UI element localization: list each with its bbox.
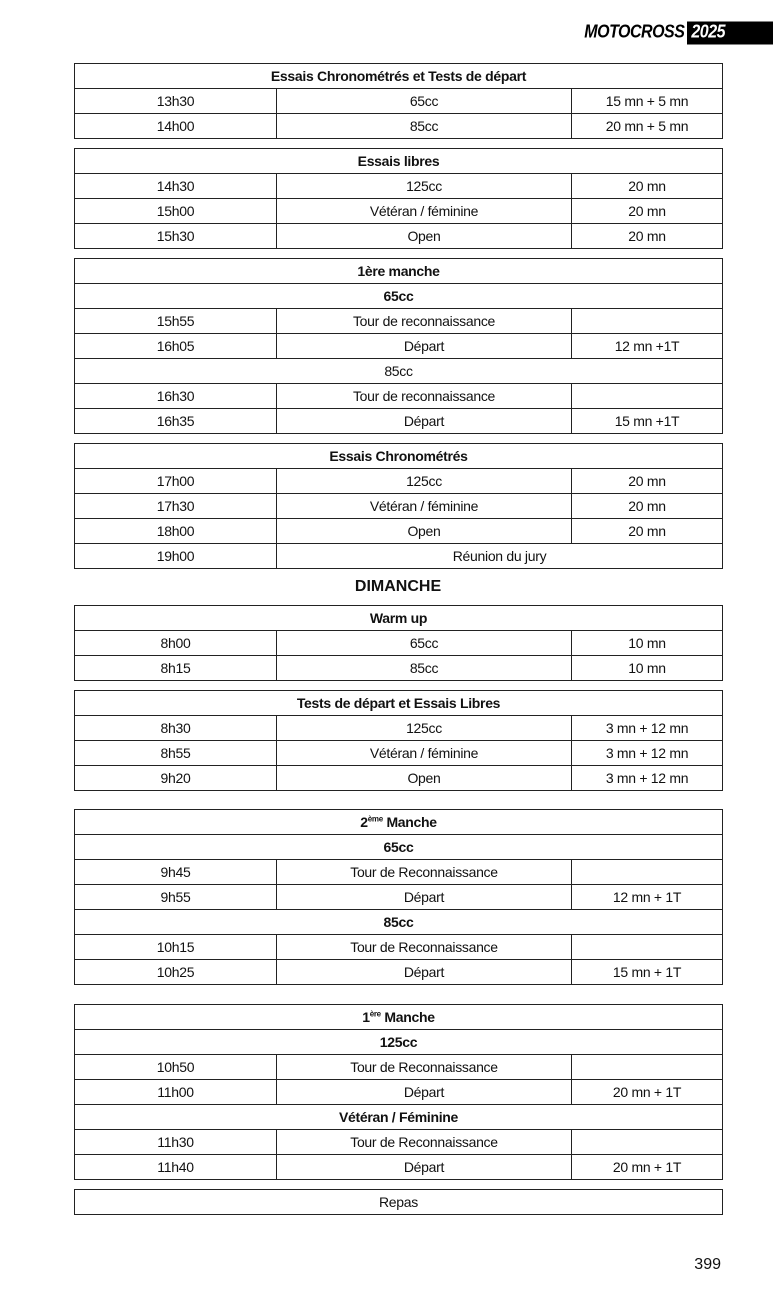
table-row [75, 1155, 723, 1180]
duration-cell: 12 mn + 1T [572, 885, 723, 910]
category-cell: Vétéran / féminine [277, 494, 572, 519]
category-cell: Départ [277, 1080, 572, 1105]
time-cell: 16h05 [75, 334, 277, 359]
day-heading: DIMANCHE [354, 578, 442, 595]
duration-cell: 20 mn [572, 469, 723, 494]
category-cell: Tour de Reconnaissance [277, 1130, 572, 1155]
time-cell: 15h30 [75, 224, 277, 249]
duration-cell: 20 mn + 1T [572, 1155, 723, 1180]
table-title: Essais libres [75, 149, 723, 174]
duration-cell: 20 mn + 5 mn [572, 114, 723, 139]
duration-cell [572, 935, 723, 960]
logo-brand: MOTOCROSS [584, 22, 685, 43]
duration-cell: 3 mn + 12 mn [572, 741, 723, 766]
table-row [75, 384, 723, 409]
category-cell: Open [277, 766, 572, 791]
table-row [75, 1080, 723, 1105]
duration-cell [572, 860, 723, 885]
duration-cell: 10 mn [572, 656, 723, 681]
table-row [75, 960, 723, 985]
category-cell: Tour de Reconnaissance [277, 1055, 572, 1080]
category-cell: Vétéran / féminine [277, 741, 572, 766]
category-cell: 85cc [277, 656, 572, 681]
duration-cell: 20 mn [572, 174, 723, 199]
category-cell: 125cc [277, 469, 572, 494]
class-subheading: 85cc [75, 910, 723, 935]
time-cell: 11h30 [75, 1130, 277, 1155]
time-cell: 10h15 [75, 935, 277, 960]
category-cell: Open [277, 224, 572, 249]
category-cell: Départ [277, 1155, 572, 1180]
time-cell: 16h35 [75, 409, 277, 434]
table-title: 2ème Manche [75, 810, 723, 835]
table-row [75, 885, 723, 910]
category-cell: Tour de reconnaissance [277, 309, 572, 334]
time-cell: 15h55 [75, 309, 277, 334]
category-cell: Départ [277, 334, 572, 359]
schedule-table-race-1-saturday [74, 258, 723, 434]
duration-cell: 15 mn + 5 mn [572, 89, 723, 114]
category-cell: 85cc [277, 114, 572, 139]
table-row [75, 199, 723, 224]
category-cell: 65cc [277, 631, 572, 656]
table-row [75, 174, 723, 199]
table-row [75, 224, 723, 249]
schedule-table-warm-up [74, 605, 723, 681]
time-cell: 18h00 [75, 519, 277, 544]
table-row [75, 631, 723, 656]
duration-cell: 3 mn + 12 mn [572, 766, 723, 791]
table-title: Warm up [75, 606, 723, 631]
table-row [75, 89, 723, 114]
duration-cell: 20 mn [572, 199, 723, 224]
time-cell: 9h45 [75, 860, 277, 885]
category-cell: Tour de Reconnaissance [277, 860, 572, 885]
duration-cell: 12 mn +1T [572, 334, 723, 359]
schedule-table-start-tests [74, 690, 723, 791]
duration-cell: 15 mn + 1T [572, 960, 723, 985]
duration-cell [572, 309, 723, 334]
category-cell: 125cc [277, 716, 572, 741]
table-row [75, 1055, 723, 1080]
time-cell: 11h00 [75, 1080, 277, 1105]
time-cell: 9h55 [75, 885, 277, 910]
table-title: 1ère Manche [75, 1005, 723, 1030]
motocross-logo [584, 22, 773, 44]
duration-cell [572, 384, 723, 409]
class-subheading: 65cc [75, 835, 723, 860]
table-row [75, 309, 723, 334]
duration-cell: 20 mn + 1T [572, 1080, 723, 1105]
schedule-table-meal [74, 1189, 723, 1215]
time-cell: 8h00 [75, 631, 277, 656]
table-row [75, 544, 723, 569]
table-row [75, 860, 723, 885]
time-cell: 15h00 [75, 199, 277, 224]
duration-cell: 20 mn [572, 519, 723, 544]
time-cell: 17h00 [75, 469, 277, 494]
time-cell: 8h30 [75, 716, 277, 741]
time-cell: 8h55 [75, 741, 277, 766]
event-cell: Réunion du jury [277, 544, 723, 569]
table-row [75, 409, 723, 434]
time-cell: 11h40 [75, 1155, 277, 1180]
class-subheading: 85cc [75, 359, 723, 384]
schedule-table-race-1-sunday [74, 1004, 723, 1180]
schedule-table-timed-sessions [74, 443, 723, 569]
category-cell: Départ [277, 409, 572, 434]
table-row [75, 494, 723, 519]
duration-cell: 20 mn [572, 224, 723, 249]
table-row [75, 716, 723, 741]
page-number: 399 [694, 1256, 721, 1273]
duration-cell: 10 mn [572, 631, 723, 656]
time-cell: 19h00 [75, 544, 277, 569]
table-row [75, 469, 723, 494]
duration-cell: 20 mn [572, 494, 723, 519]
table-row [75, 935, 723, 960]
time-cell: 13h30 [75, 89, 277, 114]
class-subheading: Vétéran / Féminine [75, 1105, 723, 1130]
time-cell: 14h00 [75, 114, 277, 139]
schedule-table-timed-practice [74, 63, 723, 139]
logo-year: 2025 [687, 22, 773, 45]
time-cell: 14h30 [75, 174, 277, 199]
schedule-table-race-2 [74, 809, 723, 985]
table-title: Essais Chronométrés [75, 444, 723, 469]
table-row [75, 114, 723, 139]
table-row [75, 334, 723, 359]
category-cell: 125cc [277, 174, 572, 199]
category-cell: 65cc [277, 89, 572, 114]
category-cell: Vétéran / féminine [277, 199, 572, 224]
duration-cell: 15 mn +1T [572, 409, 723, 434]
duration-cell [572, 1130, 723, 1155]
class-subheading: 125cc [75, 1030, 723, 1055]
table-row [75, 519, 723, 544]
time-cell: 16h30 [75, 384, 277, 409]
category-cell: Open [277, 519, 572, 544]
duration-cell [572, 1055, 723, 1080]
meal-cell: Repas [75, 1190, 723, 1215]
duration-cell: 3 mn + 12 mn [572, 716, 723, 741]
table-row [75, 656, 723, 681]
category-cell: Départ [277, 885, 572, 910]
table-row [75, 1130, 723, 1155]
category-cell: Tour de Reconnaissance [277, 935, 572, 960]
table-title: Tests de départ et Essais Libres [75, 691, 723, 716]
table-title: Essais Chronométrés et Tests de départ [75, 64, 723, 89]
category-cell: Tour de reconnaissance [277, 384, 572, 409]
category-cell: Départ [277, 960, 572, 985]
schedule-table-free-practice [74, 148, 723, 249]
time-cell: 9h20 [75, 766, 277, 791]
time-cell: 17h30 [75, 494, 277, 519]
time-cell: 10h25 [75, 960, 277, 985]
table-row [75, 766, 723, 791]
time-cell: 10h50 [75, 1055, 277, 1080]
time-cell: 8h15 [75, 656, 277, 681]
table-title: 1ère manche [75, 259, 723, 284]
class-subheading: 65cc [75, 284, 723, 309]
table-row [75, 741, 723, 766]
